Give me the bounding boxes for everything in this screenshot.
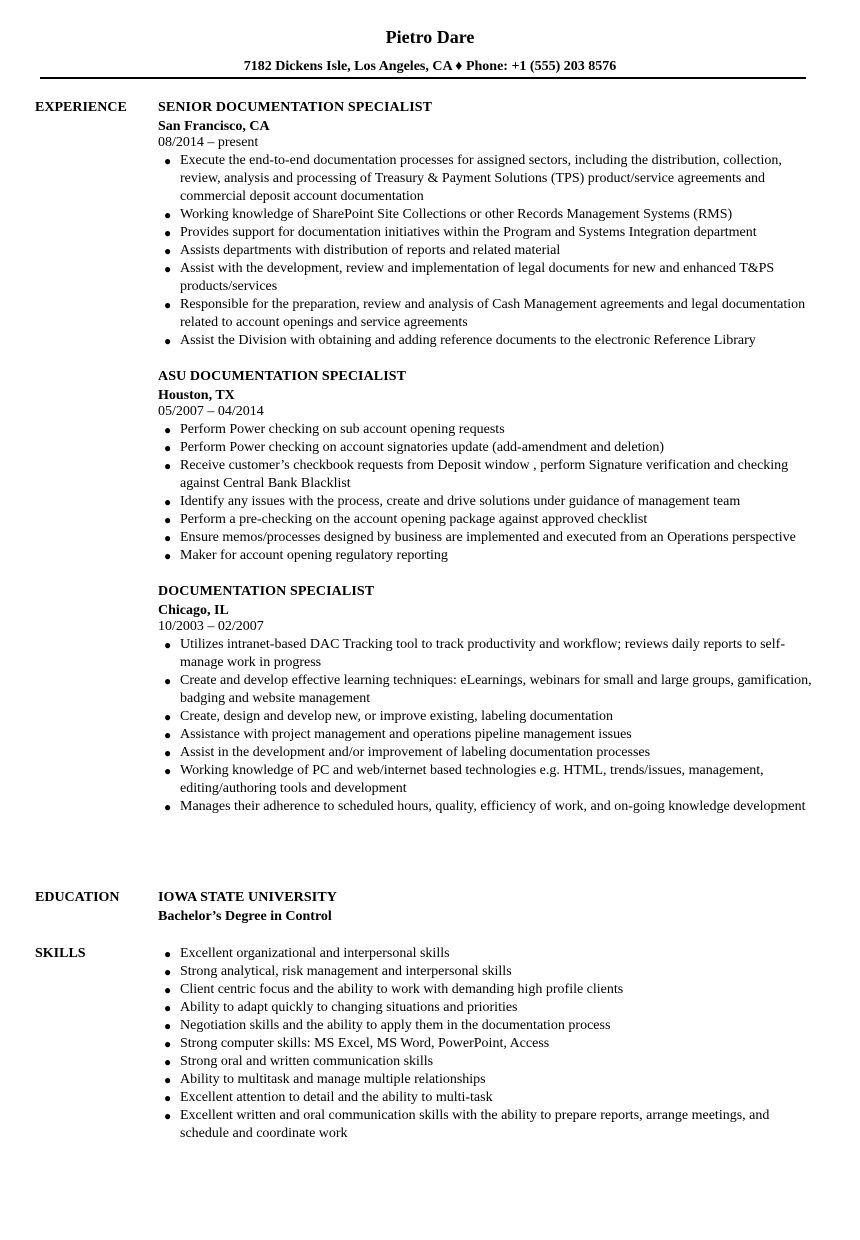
list-item: [164, 1035, 818, 1053]
bullet-icon: ●: [164, 244, 172, 258]
section-label-experience: EXPERIENCE: [35, 100, 127, 115]
list-item-text: Client centric focus and the ability to work with demanding high profile clients: [180, 982, 624, 997]
list-item: [164, 547, 818, 565]
list-item-text: Perform Power checking on sub account opening requests: [180, 422, 505, 437]
job-bullets: [158, 152, 818, 350]
list-item: [164, 152, 818, 206]
job-title: SENIOR DOCUMENTATION SPECIALIST: [158, 100, 433, 115]
section-label-skills: SKILLS: [35, 946, 86, 961]
bullet-icon: ●: [164, 459, 172, 473]
bullet-icon: ●: [164, 154, 172, 168]
section-label-education: EDUCATION: [35, 890, 120, 905]
list-item: [164, 963, 818, 981]
job-dates: 08/2014 – present: [158, 135, 259, 150]
bullet-icon: ●: [164, 746, 172, 760]
list-item: [164, 260, 818, 296]
list-item-text: Maker for account opening regulatory reporting: [180, 548, 448, 563]
list-item-text: Ensure memos/processes designed by business are implemented and executed from an Operations perspective: [180, 530, 796, 545]
bullet-icon: ●: [164, 947, 172, 961]
list-item: [164, 762, 818, 798]
list-item-text: Assist in the development and/or improvement of labeling documentation processes: [180, 745, 651, 760]
list-item-text: Execute the end-to-end documentation processes for assigned sectors, including the distribution, collection, review, analysis and processing of Treasury & Payment Solutions (TPS) product/service agreements and commercial deposit account documentation: [180, 153, 782, 204]
list-item: [164, 636, 818, 672]
list-item-text: Assist the Division with obtaining and adding reference documents to the electronic Reference Library: [180, 333, 756, 348]
list-item: [164, 529, 818, 547]
list-item: [164, 726, 818, 744]
bullet-icon: ●: [164, 1001, 172, 1015]
list-item-text: Strong oral and written communication skills: [180, 1054, 434, 1069]
list-item-text: Perform a pre-checking on the account opening package against approved checklist: [180, 512, 648, 527]
bullet-icon: ●: [164, 1055, 172, 1069]
job-dates: 10/2003 – 02/2007: [158, 619, 264, 634]
bullet-icon: ●: [164, 965, 172, 979]
list-item: [164, 206, 818, 224]
list-item-text: Receive customer’s checkbook requests from Deposit window , perform Signature verification and checking against Central Bank Blacklist: [180, 458, 789, 491]
bullet-icon: ●: [164, 513, 172, 527]
list-item-text: Manages their adherence to scheduled hours, quality, efficiency of work, and on-going knowledge development: [180, 799, 806, 814]
list-item: [164, 242, 818, 260]
list-item-text: Utilizes intranet-based DAC Tracking tool to track productivity and workflow; reviews daily reports to self-manage work in progress: [180, 637, 785, 670]
bullet-icon: ●: [164, 549, 172, 563]
list-item-text: Assist with the development, review and implementation of legal documents for new and enhanced T&PS products/services: [180, 261, 775, 294]
list-item: [164, 1053, 818, 1071]
job-bullets: [158, 421, 818, 565]
bullet-icon: ●: [164, 334, 172, 348]
resume-header: [0, 0, 860, 76]
list-item-text: Excellent attention to detail and the ability to multi-task: [180, 1090, 493, 1105]
bullet-icon: ●: [164, 1109, 172, 1123]
list-item-text: Negotiation skills and the ability to apply them in the documentation process: [180, 1018, 611, 1033]
list-item-text: Create, design and develop new, or improve existing, labeling documentation: [180, 709, 613, 724]
list-item-text: Assistance with project management and operations pipeline management issues: [180, 727, 632, 742]
list-item-text: Excellent organizational and interpersonal skills: [180, 946, 450, 961]
bullet-icon: ●: [164, 495, 172, 509]
school-name: IOWA STATE UNIVERSITY: [158, 890, 337, 905]
bullet-icon: ●: [164, 710, 172, 724]
list-item: [164, 224, 818, 242]
list-item: [164, 511, 818, 529]
list-item: [164, 439, 818, 457]
degree: Bachelor’s Degree in Control: [158, 909, 332, 924]
list-item: [164, 1017, 818, 1035]
bullet-icon: ●: [164, 531, 172, 545]
list-item-text: Working knowledge of PC and web/internet based technologies e.g. HTML, trends/issues, management, editing/authoring tools and development: [180, 763, 764, 796]
list-item-text: Strong computer skills: MS Excel, MS Word, PowerPoint, Access: [180, 1036, 550, 1051]
bullet-icon: ●: [164, 674, 172, 688]
bullet-icon: ●: [164, 423, 172, 437]
list-item: [164, 981, 818, 999]
bullet-icon: ●: [164, 1091, 172, 1105]
list-item-text: Strong analytical, risk management and interpersonal skills: [180, 964, 512, 979]
education-body: [158, 889, 818, 926]
bullet-icon: ●: [164, 983, 172, 997]
bullet-icon: ●: [164, 298, 172, 312]
list-item-text: Identify any issues with the process, create and drive solutions under guidance of management team: [180, 494, 741, 509]
list-item: [164, 1107, 818, 1143]
candidate-name: Pietro Dare: [385, 27, 475, 47]
job-location: Houston, TX: [158, 388, 235, 403]
bullet-icon: ●: [164, 638, 172, 652]
bullet-icon: ●: [164, 800, 172, 814]
skills-bullets: [158, 945, 818, 1143]
bullet-icon: ●: [164, 1037, 172, 1051]
bullet-icon: ●: [164, 441, 172, 455]
list-item: [164, 744, 818, 762]
list-item: [164, 457, 818, 493]
bullet-icon: ●: [164, 728, 172, 742]
bullet-icon: ●: [164, 1019, 172, 1033]
bullet-icon: ●: [164, 208, 172, 222]
list-item-text: Create and develop effective learning techniques: eLearnings, webinars for small and large groups, gamification, badging and website management: [180, 673, 812, 706]
list-item: [164, 672, 818, 708]
bullet-icon: ●: [164, 262, 172, 276]
job-location: San Francisco, CA: [158, 119, 270, 134]
list-item: [164, 421, 818, 439]
job-dates: 05/2007 – 04/2014: [158, 404, 264, 419]
list-item: [164, 1071, 818, 1089]
list-item-text: Assists departments with distribution of reports and related material: [180, 243, 561, 258]
bullet-icon: ●: [164, 764, 172, 778]
list-item-text: Provides support for documentation initiatives within the Program and Systems Integration department: [180, 225, 757, 240]
header-divider: [40, 77, 806, 79]
skills-body: [158, 945, 818, 1143]
contact-line: 7182 Dickens Isle, Los Angeles, CA ♦ Phone: +1 (555) 203 8576: [243, 59, 617, 74]
bullet-icon: ●: [164, 226, 172, 240]
list-item: [164, 493, 818, 511]
list-item-text: Responsible for the preparation, review and analysis of Cash Management agreements and legal documentation related to account openings and service agreements: [180, 297, 806, 330]
list-item: [164, 296, 818, 332]
list-item: [164, 332, 818, 350]
list-item: [164, 798, 818, 816]
job-entry: [158, 368, 818, 565]
experience-body: [158, 99, 818, 834]
list-item: [164, 708, 818, 726]
job-bullets: [158, 636, 818, 816]
job-location: Chicago, IL: [158, 603, 229, 618]
job-entry: [158, 583, 818, 816]
job-title: DOCUMENTATION SPECIALIST: [158, 584, 375, 599]
list-item-text: Working knowledge of SharePoint Site Collections or other Records Management Systems (RMS): [180, 207, 733, 222]
list-item: [164, 999, 818, 1017]
list-item: [164, 1089, 818, 1107]
list-item-text: Perform Power checking on account signatories update (add-amendment and deletion): [180, 440, 665, 455]
list-item-text: Ability to multitask and manage multiple relationships: [180, 1072, 486, 1087]
list-item-text: Excellent written and oral communication skills with the ability to prepare reports, arrange meetings, and schedule and coordinate work: [180, 1108, 770, 1141]
list-item-text: Ability to adapt quickly to changing situations and priorities: [180, 1000, 518, 1015]
job-entry: [158, 99, 818, 350]
list-item: [164, 945, 818, 963]
job-title: ASU DOCUMENTATION SPECIALIST: [158, 369, 407, 384]
bullet-icon: ●: [164, 1073, 172, 1087]
